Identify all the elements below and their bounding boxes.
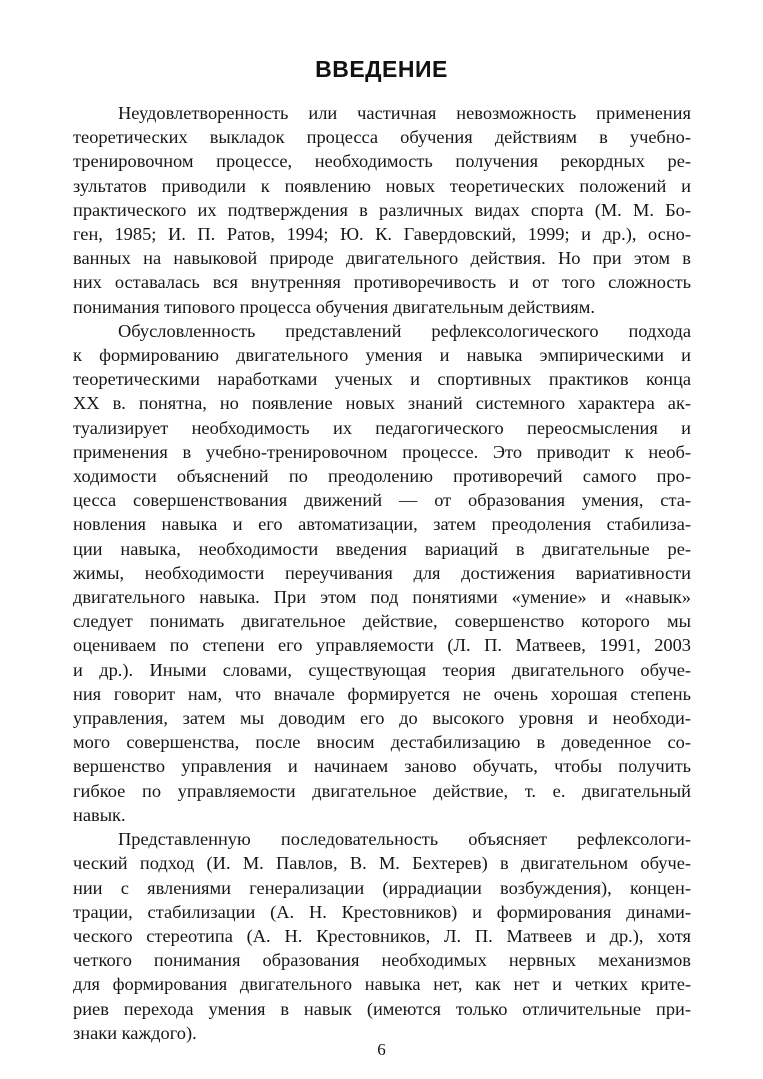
text-line: управления, затем мы доводим его до высокого уровня и необходи- [73,708,691,729]
text-line: ходимости объяснений по преодолению противоречий самого про- [73,466,691,487]
text-line: Обусловленность представлений рефлексологического подхода [118,320,691,341]
text-line: ции навыка, необходимости введения вариаций в двигательные ре- [73,538,691,559]
text-line: мого совершенства, после вносим дестабилизацию в доведенное со- [73,732,691,753]
text-line: риев перехода умения в навык (имеются только отличительные при- [73,998,691,1019]
body-text [73,101,691,1045]
text-line: теоретическими наработками ученых и спортивных практиков конца [73,369,691,390]
text-line: следует понимать двигательное действие, совершенство которого мы [73,611,691,632]
page-title: ВВЕДЕНИЕ [315,56,448,82]
text-line: тренировочном процессе, необходимость получения рекордных ре- [73,151,691,172]
text-line: туализирует необходимость их педагогического переосмысления и [73,417,691,438]
text-line: теоретических выкладок процесса обучения действиям в учебно- [73,127,691,148]
text-line: оцениваем по степени его управляемости (Л. П. Матвеев, 1991, 2003 [73,635,691,656]
paragraph-1 [73,101,691,319]
text-line: ванных на навыковой природе двигательного действия. Но при этом в [73,248,691,269]
text-line: трации, стабилизации (А. Н. Крестовников) и формирования динами- [73,901,691,922]
page-number: 6 [377,1040,386,1059]
text-line: жимы, необходимости переучивания для достижения вариативности [73,562,691,583]
text-line: навык. [73,804,126,825]
paragraph-3 [73,827,691,1045]
text-line: и др.). Иными словами, существующая теория двигательного обуче- [73,659,691,680]
text-line: ческого стереотипа (А. Н. Крестовников, Л. П. Матвеев и др.), хотя [73,925,691,946]
text-line: цесса совершенствования движений — от образования умения, ста- [73,490,691,511]
text-line: гибкое по управляемости двигательное действие, т. е. двигательный [73,780,691,801]
text-line: ния говорит нам, что вначале формируется не очень хорошая степень [73,683,691,704]
text-line: знаки каждого). [73,1022,197,1043]
text-line: новления навыка и его автоматизации, затем преодоления стабилиза- [73,514,691,535]
text-line: четкого понимания образования необходимых нервных механизмов [73,950,691,971]
text-line: к формированию двигательного умения и навыка эмпирическими и [73,345,691,366]
text-line: практического их подтверждения в различных видах спорта (М. М. Бо- [73,199,691,220]
text-line: ген, 1985; И. П. Ратов, 1994; Ю. К. Гавердовский, 1999; и др.), осно- [73,224,691,245]
text-line: для формирования двигательного навыка нет, как нет и четких крите- [73,974,691,995]
text-line: применения в учебно-тренировочном процессе. Это приводит к необ- [73,441,691,462]
text-line: Представленную последовательность объясняет рефлексологи- [118,829,691,850]
text-line: нии с явлениями генерализации (иррадиации возбуждения), концен- [73,877,691,898]
paragraph-2 [73,319,691,827]
text-line: двигательного навыка. При этом под понятиями «умение» и «навык» [73,587,691,608]
text-line: вершенство управления и начинаем заново обучать, чтобы получить [73,756,691,777]
text-line: понимания типового процесса обучения двигательным действиям. [73,296,595,317]
text-line: ческий подход (И. М. Павлов, В. М. Бехтерев) в двигательном обуче- [73,853,691,874]
text-line: Неудовлетворенность или частичная невозможность применения [118,103,691,123]
text-line: них оставалась вся внутренняя противоречивость и от того сложность [73,272,691,293]
text-line: зультатов приводили к появлению новых теоретических положений и [73,175,691,196]
text-line: XX в. понятна, но появление новых знаний системного характера ак- [73,393,691,414]
